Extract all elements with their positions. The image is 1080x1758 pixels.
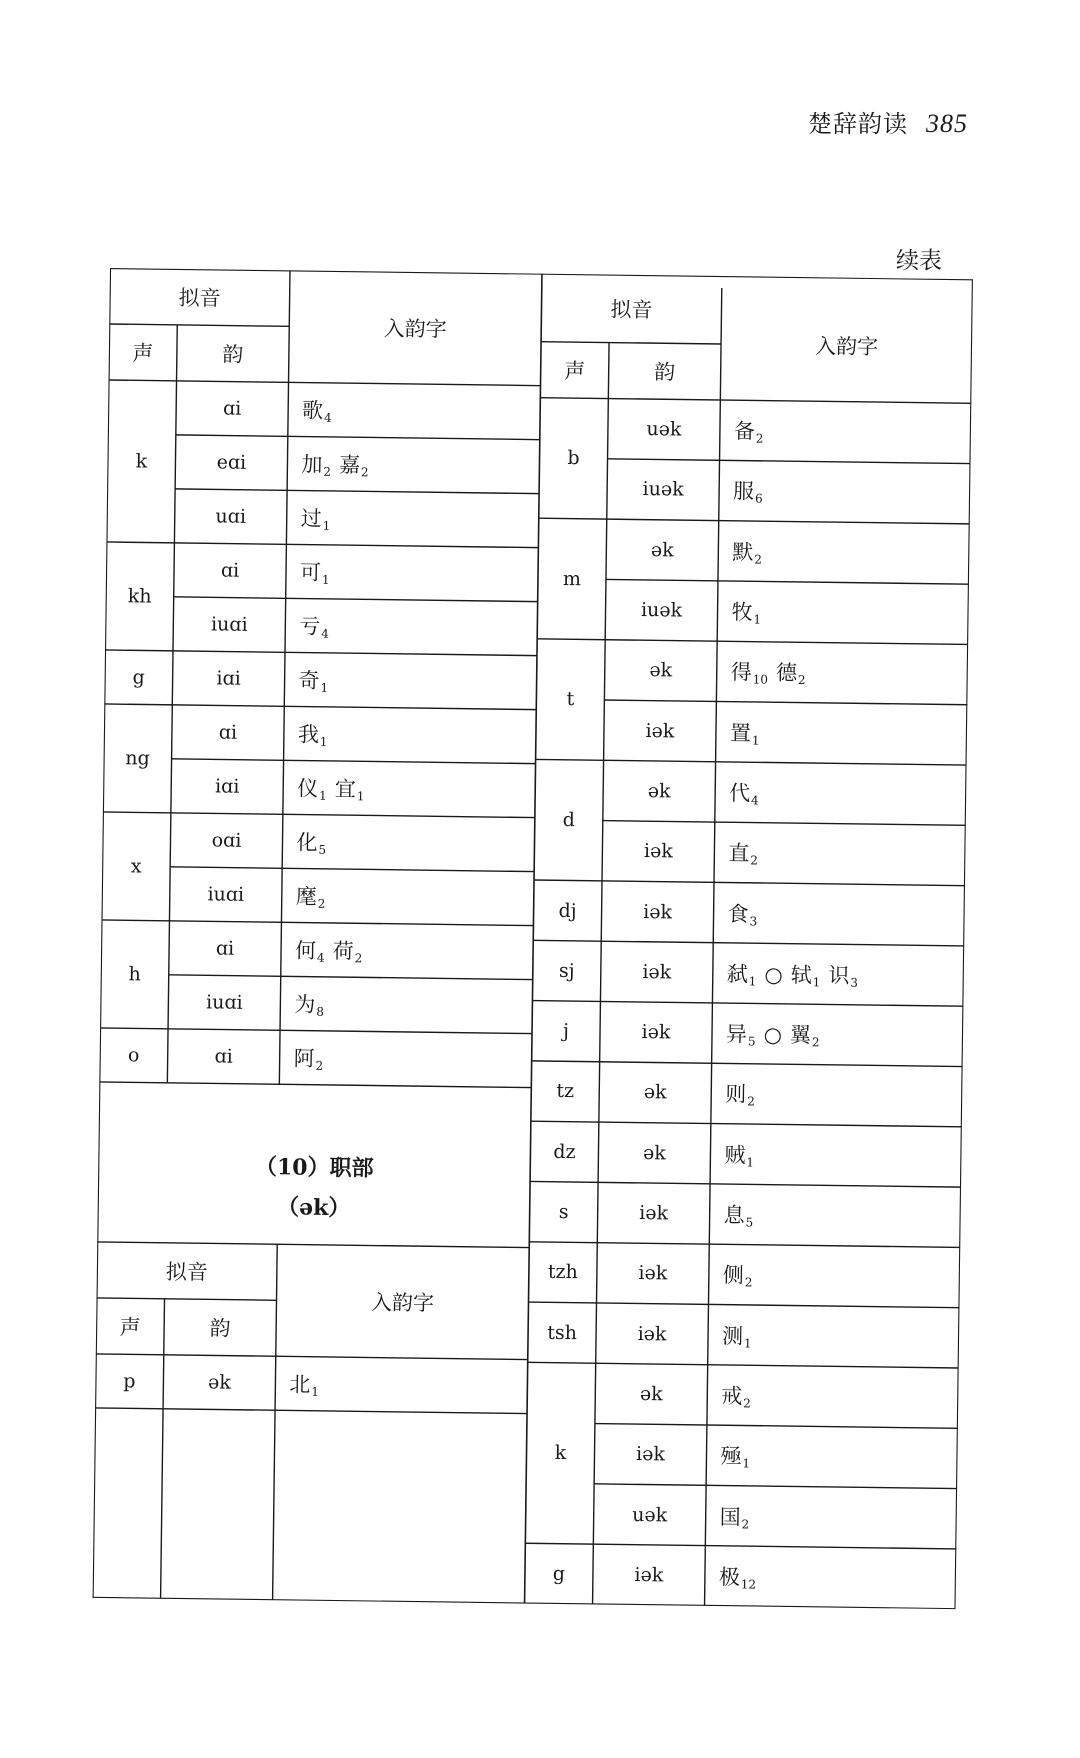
left-zi-cell [284, 706, 537, 763]
rhyme-characters [301, 449, 369, 480]
rhyme-char: 得 [730, 660, 752, 685]
rhyme-char-count: 2 [315, 1058, 324, 1073]
rhyme-char: 牧 [731, 600, 753, 625]
rhyme-char-count: 1 [742, 1456, 751, 1471]
rhyme-char: 殛 [720, 1444, 742, 1469]
left2-sheng-cell: p [123, 1370, 136, 1393]
right-yun-cell: iək [635, 1443, 666, 1466]
rhyme-char-count: 2 [744, 1275, 753, 1290]
rhyme-char: 弑 [726, 961, 748, 987]
left-header-sheng: 声 [132, 341, 154, 366]
right-header-yun: 韵 [654, 360, 676, 385]
left-yun-cell: iuɑi [210, 613, 248, 636]
right-yun-cell: iuək [642, 478, 684, 501]
left-yun-cell: iɑi [216, 667, 241, 690]
rhyme-characters [727, 958, 859, 990]
rhyme-char-count: 2 [754, 552, 762, 567]
left-zi-cell [283, 760, 536, 817]
right-yun-cell: ək [639, 1382, 663, 1406]
rhyme-char: 代 [729, 781, 751, 806]
rhyme-characters [725, 1079, 755, 1109]
rhyme-char-count: 4 [316, 950, 325, 965]
rhyme-char-count: 1 [319, 734, 328, 749]
rhyme-characters [300, 557, 330, 587]
rhyme-char: 翼 [789, 1023, 812, 1048]
rhyme-characters [293, 1042, 323, 1072]
right-yun-cell: iuək [640, 599, 683, 622]
left-header-yun: 韵 [222, 342, 244, 367]
rhyme-char: 异 [725, 1022, 748, 1047]
right-header-niyin: 拟音 [610, 297, 653, 323]
left2-sheng-cell [94, 1408, 163, 1463]
right-sheng-cell: t [566, 688, 575, 711]
left-header-niyin: 拟音 [178, 285, 221, 311]
left-yun-cell: ɑi [220, 559, 240, 582]
left-yun-cell: ɑi [214, 1045, 233, 1068]
rhyme-char-count: 3 [749, 913, 758, 929]
rhyme-char-count: 1 [746, 1155, 755, 1170]
rhyme-characters [723, 1259, 753, 1289]
left-yun-cell: iɑi [214, 775, 240, 798]
rhyme-characters [726, 1018, 820, 1049]
rhyme-char: 我 [297, 722, 320, 747]
rhyme-char: 化 [296, 830, 318, 855]
rhyme-char-count: 1 [356, 789, 365, 804]
right-sheng-cell: m [562, 567, 582, 591]
rhyme-char: 过 [300, 506, 322, 531]
rhyme-char-count: 2 [323, 464, 332, 479]
rhyme-char-count: 1 [322, 518, 331, 533]
right-yun-cell: iək [643, 840, 673, 863]
rhyme-characters [302, 395, 332, 425]
rhyme-char-count: 1 [319, 788, 327, 803]
rhyme-characters [723, 1199, 753, 1229]
rhyme-characters [299, 611, 329, 641]
rhyme-characters [720, 1440, 750, 1470]
right-zi-cell [711, 1063, 963, 1127]
right-sheng-cell: b [567, 447, 580, 470]
right-sheng-cell: sj [558, 959, 575, 982]
rhyme-char-count: 2 [811, 1035, 820, 1050]
left2-header-niyin: 拟音 [165, 1259, 209, 1285]
right-zi-cell [708, 1244, 960, 1308]
left2-zi-cell [274, 1410, 527, 1467]
right-zi-cell [707, 1365, 959, 1429]
rhyme-char: 国 [719, 1504, 741, 1529]
left-zi-cell [286, 490, 539, 547]
rhyme-characters [720, 1501, 750, 1531]
left-zi-cell [281, 868, 534, 925]
rhyme-char: 亏 [299, 614, 321, 639]
left2-header-sheng: 声 [119, 1315, 141, 1340]
rhyme-char: 服 [732, 479, 755, 504]
rhyme-char-count: 4 [750, 793, 759, 808]
rhyme-char: ○ [764, 962, 783, 987]
rhyme-char: 息 [723, 1203, 745, 1228]
right-yun-cell: iək [643, 900, 673, 923]
rhyme-characters [719, 1561, 757, 1591]
rhyme-char: 默 [732, 539, 754, 565]
left-sheng-cell: k [135, 450, 148, 473]
rhyme-char: 仪 [297, 776, 319, 801]
left-sheng-cell: ng [125, 747, 150, 770]
rhyme-char: 贼 [724, 1142, 746, 1168]
rhyme-char-count: 1 [812, 975, 821, 990]
left-yun-cell: ɑi [215, 937, 235, 960]
rhyme-characters [731, 596, 761, 626]
rhyme-characters [296, 880, 326, 910]
right-zi-cell [710, 1124, 962, 1188]
rhyme-characters [296, 826, 326, 856]
left-yun-cell: uɑi [215, 505, 247, 528]
rhyme-char-count: 12 [740, 1577, 757, 1592]
left-sheng-cell: o [127, 1044, 140, 1067]
left-yun-cell: ɑi [218, 721, 238, 744]
left-zi-cell [279, 1030, 532, 1087]
left-zi-cell [287, 436, 540, 493]
rhyme-table [93, 268, 973, 1609]
page-number: 385 [926, 109, 968, 138]
left-zi-cell [281, 922, 534, 979]
left2-yun-cell [162, 1409, 275, 1464]
rhyme-char: ○ [763, 1022, 783, 1048]
rhyme-char-count: 2 [755, 431, 764, 446]
right-yun-cell: ək [650, 538, 674, 562]
continued-label: 续表 [896, 248, 942, 274]
left-zi-cell [285, 598, 538, 655]
rhyme-char: 德 [775, 661, 798, 686]
right-sheng-cell: tsh [547, 1321, 578, 1344]
left2-yun-cell: ək [207, 1371, 231, 1394]
rhyme-char: 则 [725, 1082, 747, 1107]
rhyme-char: 阿 [293, 1046, 315, 1071]
right-zi-cell [716, 701, 968, 765]
rhyme-char: 为 [294, 992, 316, 1017]
right-sheng-cell: g [552, 1562, 566, 1585]
rhyme-characters [733, 476, 763, 506]
rhyme-char-count: 2 [354, 951, 363, 966]
rhyme-char: 歌 [301, 398, 324, 423]
rhyme-char: 荷 [332, 938, 354, 964]
rhyme-char-count: 2 [747, 1094, 755, 1109]
left2-header-ruyunzi: 入韵字 [370, 1290, 435, 1316]
right-yun-cell: iək [639, 1202, 669, 1225]
right-zi-cell [705, 1546, 957, 1610]
rhyme-characters [729, 777, 759, 807]
left-zi-cell [280, 976, 533, 1033]
right-zi-cell [713, 882, 965, 946]
right-sheng-cell: tzh [547, 1261, 578, 1284]
right-zi-cell [716, 641, 968, 705]
rhyme-char: 可 [299, 560, 322, 585]
right-zi-cell [712, 1003, 964, 1067]
rhyme-char-count: 2 [743, 1396, 751, 1411]
section-subtitle: （ək） [276, 1194, 351, 1222]
rhyme-characters [295, 934, 363, 965]
left2-header-yun: 韵 [209, 1316, 231, 1341]
right-sheng-cell: dj [558, 899, 577, 922]
left2-zi-cell [275, 1356, 528, 1413]
right-zi-cell [720, 400, 972, 464]
right-sheng-cell: k [554, 1442, 567, 1465]
right-sheng-cell: tz [556, 1080, 575, 1103]
rhyme-char-count: 1 [753, 612, 762, 627]
right-zi-cell [712, 943, 964, 1007]
right-zi-cell [717, 581, 969, 645]
left-header-ruyunzi: 入韵字 [383, 316, 447, 342]
section-title: （10）职部 [254, 1153, 374, 1182]
rhyme-char: 嘉 [338, 453, 361, 478]
right-header-ruyunzi: 入韵字 [814, 334, 879, 360]
rhyme-char: 轼 [790, 962, 812, 988]
right-yun-cell: iək [637, 1322, 667, 1346]
right-sheng-cell: d [562, 809, 576, 832]
rhyme-char: 识 [828, 963, 850, 988]
rhyme-char-count: 4 [323, 410, 332, 425]
left-zi-cell [284, 652, 537, 709]
rhyme-char-count: 2 [797, 673, 806, 688]
left-yun-cell: iuɑi [205, 991, 243, 1014]
rhyme-char: 直 [728, 841, 750, 866]
left-sheng-cell: kh [127, 585, 152, 608]
left-yun-cell: oɑi [211, 829, 242, 852]
rhyme-char-count: 5 [747, 1034, 756, 1049]
rhyme-characters [298, 665, 328, 695]
left-zi-cell [286, 544, 539, 601]
right-zi-cell [705, 1485, 957, 1549]
left-sheng-cell: g [132, 666, 145, 689]
rhyme-characters [728, 837, 758, 867]
rhyme-characters [721, 1380, 751, 1410]
rhyme-characters [294, 988, 324, 1018]
right-zi-cell [709, 1184, 961, 1248]
left-sheng-cell: x [130, 855, 142, 878]
right-zi-cell [715, 762, 967, 826]
right-zi-cell [706, 1425, 958, 1489]
rhyme-char: 备 [733, 419, 756, 444]
rhyme-characters [297, 772, 365, 803]
left-yun-cell: ɑi [222, 397, 242, 420]
left-yun-cell: eɑi [216, 451, 247, 474]
rhyme-char-count: 1 [321, 572, 330, 587]
right-yun-cell: ək [647, 780, 671, 803]
rhyme-characters [724, 1139, 754, 1169]
right-yun-cell: iək [645, 719, 675, 743]
rhyme-char-count: 2 [317, 896, 326, 911]
rhyme-char-count: 2 [750, 853, 759, 868]
rhyme-char: 置 [729, 720, 752, 746]
right-yun-cell: uək [646, 418, 682, 441]
rhyme-char-count: 5 [318, 842, 327, 857]
right-zi-cell [718, 521, 970, 585]
rhyme-characters [731, 656, 806, 687]
rhyme-characters [298, 719, 328, 749]
right-yun-cell: uək [632, 1503, 668, 1526]
left-sheng-cell: h [128, 963, 142, 986]
rhyme-char-count: 6 [754, 491, 763, 506]
right-yun-cell: ək [649, 659, 673, 682]
rhyme-char-count: 1 [748, 974, 757, 989]
rhyme-characters [289, 1368, 319, 1398]
left-zi-cell [282, 814, 535, 871]
rhyme-char-count: 1 [743, 1336, 752, 1351]
rhyme-char-count: 10 [752, 672, 769, 687]
rhyme-char-count: 2 [741, 1516, 750, 1532]
rhyme-char-count: 1 [311, 1384, 320, 1399]
rhyme-char-count: 2 [360, 465, 369, 480]
rhyme-characters [727, 898, 757, 928]
left-zi-cell [288, 382, 541, 439]
rhyme-char-count: 5 [745, 1215, 754, 1230]
running-title: 楚辞韵读 [808, 110, 908, 138]
right-yun-cell: iək [638, 1262, 668, 1285]
left-yun-cell: iuɑi [207, 883, 245, 906]
right-yun-cell: iək [634, 1563, 664, 1587]
rhyme-characters [734, 415, 764, 445]
rhyme-char: 极 [718, 1564, 741, 1590]
right-sheng-cell: dz [553, 1140, 576, 1163]
rhyme-characters [301, 503, 331, 533]
right-sheng-cell: s [558, 1200, 569, 1224]
rhyme-char-count: 1 [751, 733, 760, 748]
right-yun-cell: iək [642, 960, 672, 984]
right-yun-cell: iək [641, 1021, 671, 1044]
right-yun-cell: ək [642, 1141, 666, 1165]
rhyme-characters [732, 536, 762, 566]
rhyme-char: 奇 [298, 668, 320, 693]
rhyme-char: 侧 [722, 1263, 745, 1288]
right-zi-cell [719, 460, 971, 524]
rhyme-char: 食 [727, 901, 749, 926]
rhyme-char-count: 1 [320, 680, 329, 695]
rhyme-char: 宜 [334, 776, 356, 802]
right-yun-cell: ək [643, 1081, 667, 1104]
rhyme-char-count: 4 [321, 626, 329, 641]
rhyme-char: 麾 [295, 884, 317, 909]
right-header-sheng: 声 [564, 358, 586, 384]
rhyme-char: 加 [301, 452, 323, 477]
right-sheng-cell: j [562, 1020, 570, 1043]
rhyme-char: 何 [294, 938, 317, 963]
page-header [808, 104, 968, 139]
rhyme-char-count: 8 [316, 1004, 325, 1019]
rhyme-characters [730, 717, 760, 747]
rhyme-char: 戒 [721, 1384, 743, 1409]
rhyme-char: 北 [289, 1372, 311, 1397]
rhyme-char-count: 3 [850, 975, 859, 990]
right-zi-cell [708, 1304, 960, 1368]
rhyme-char: 测 [721, 1323, 744, 1349]
right-zi-cell [714, 822, 966, 886]
rhyme-characters [722, 1320, 752, 1350]
